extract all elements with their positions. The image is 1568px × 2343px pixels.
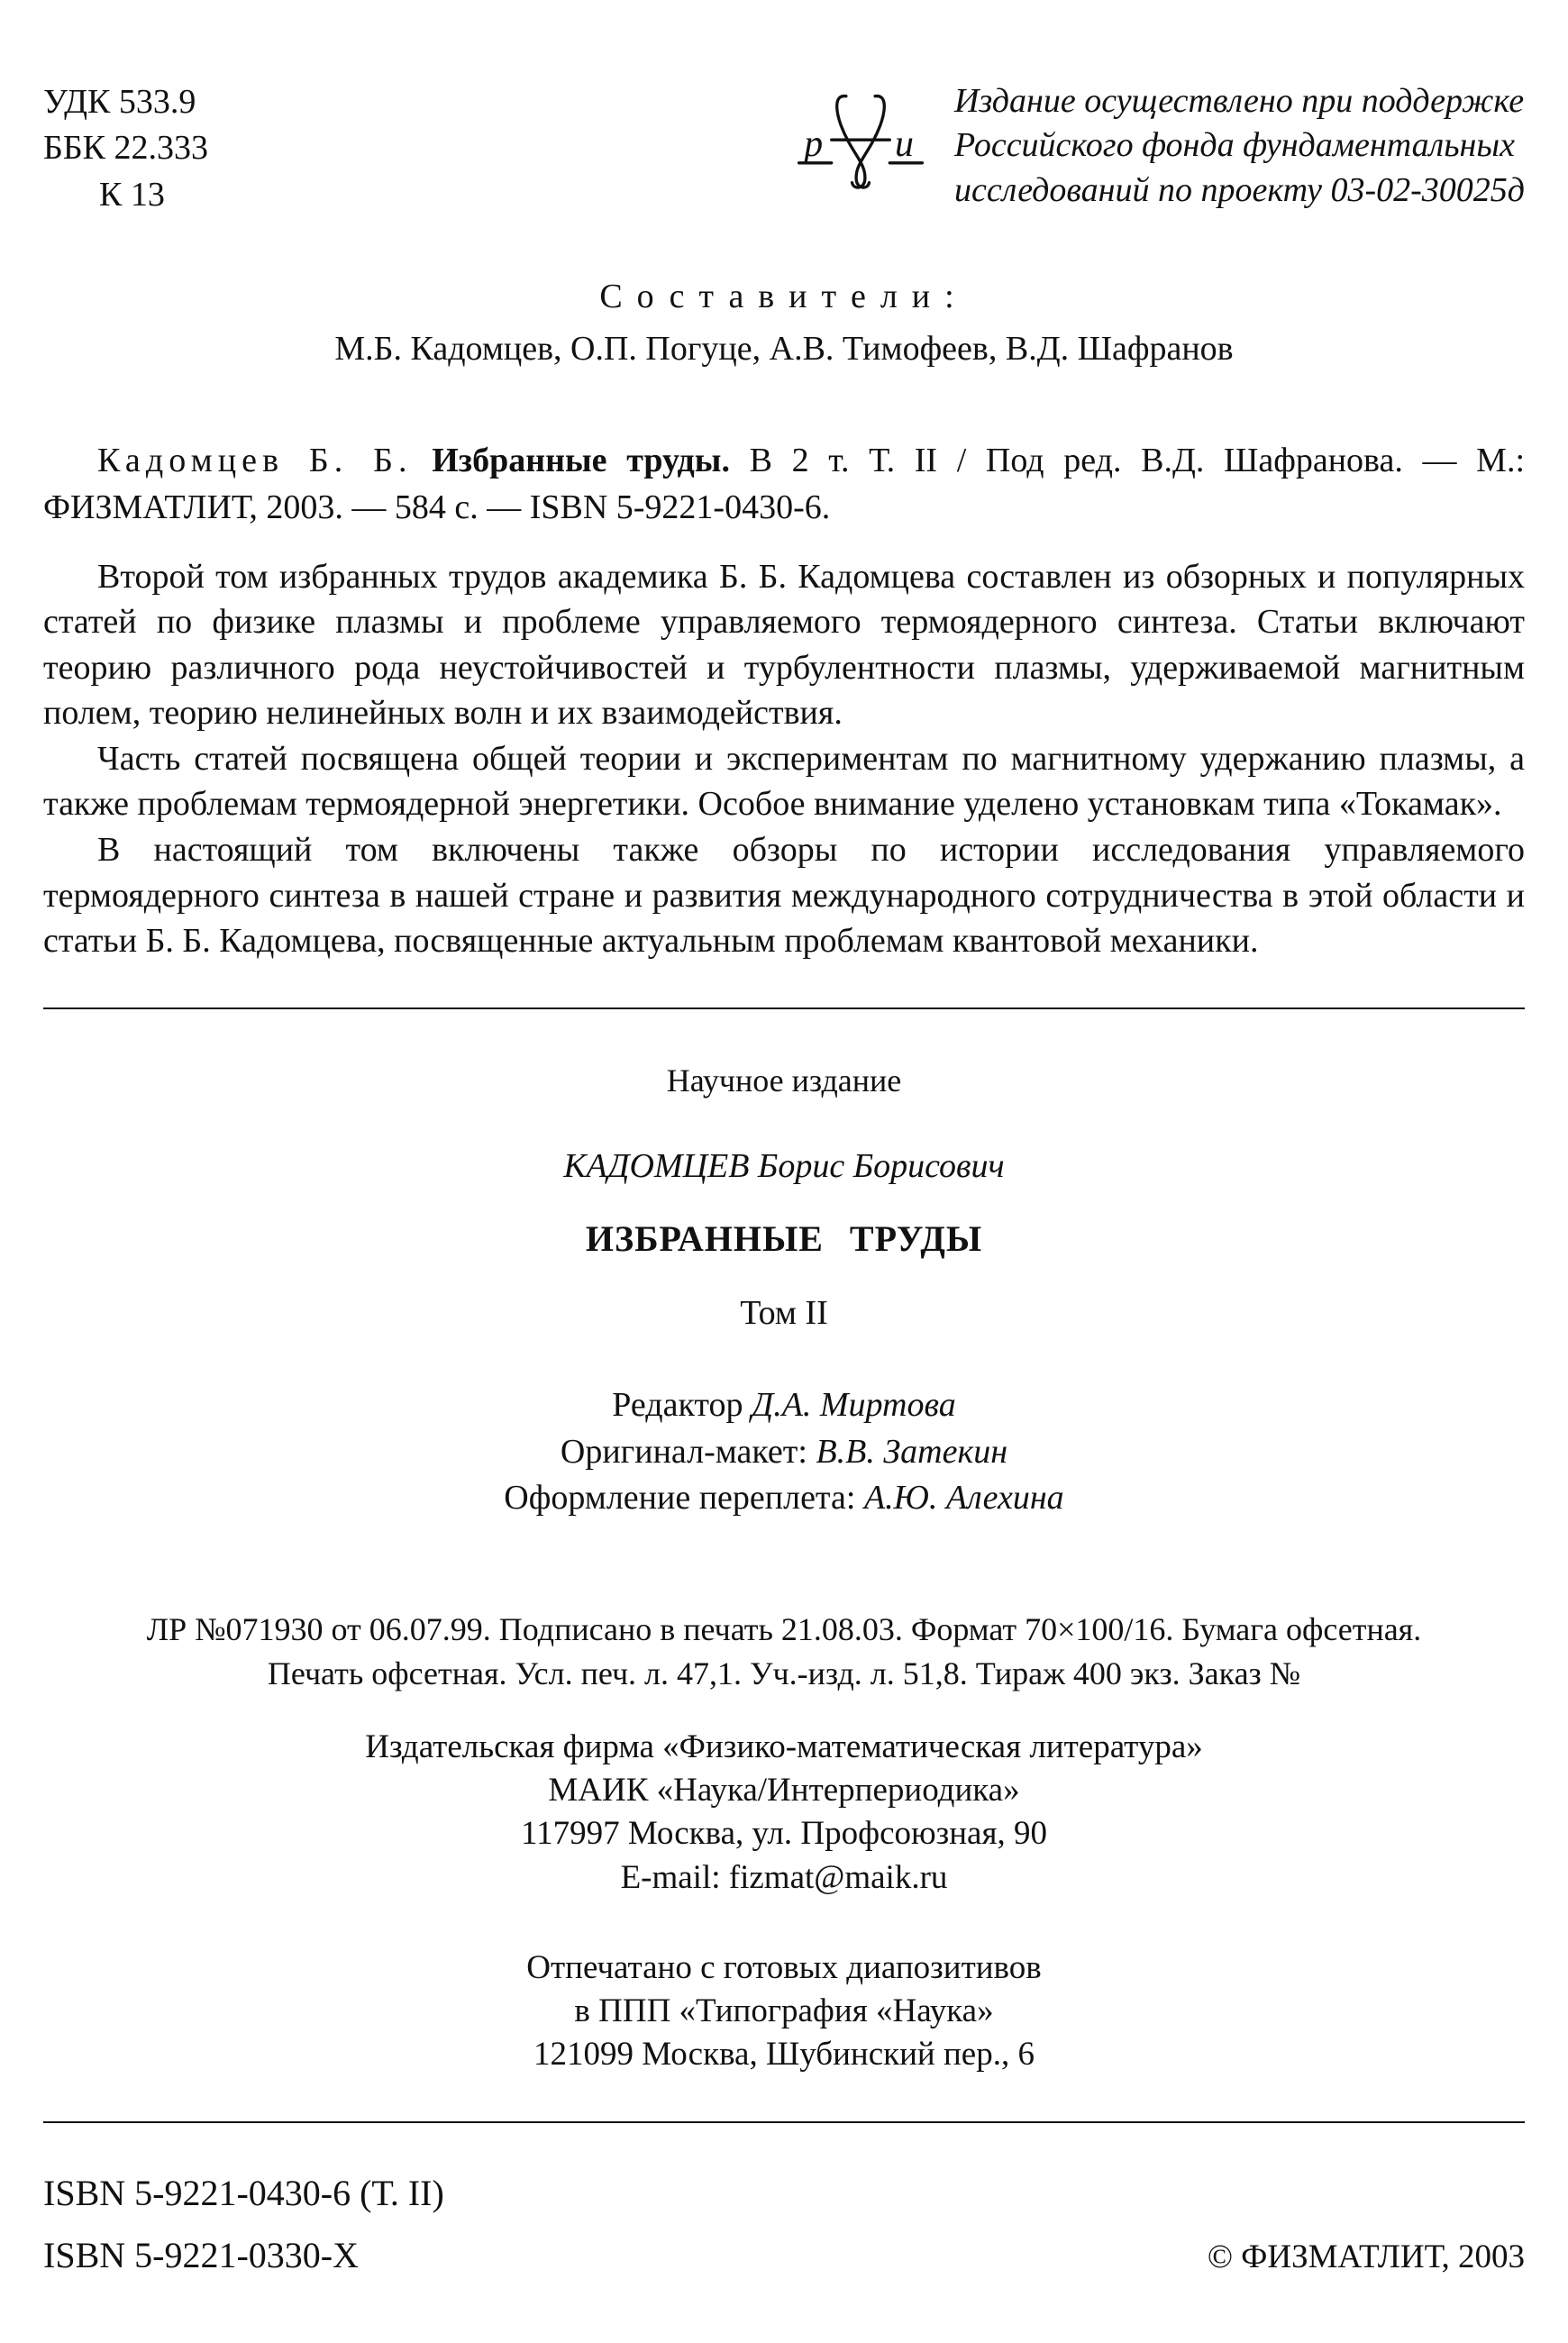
annotation-paragraph: В настоящий том включены также обзоры по истории исследования управляемого термоядерного синтеза в нашей стране и развития международного сотрудничества в этой области и статьи Б. Б. Кадомцева, посвященные актуальным проблемам квантовой механики. xyxy=(43,830,1525,961)
support-block xyxy=(792,79,1525,213)
license-line: ЛР №071930 от 06.07.99. Подписано в печать 21.08.03. Формат 70×100/16. Бумага офсетная. xyxy=(146,1611,1422,1648)
author-sign-code: К 13 xyxy=(99,175,165,214)
svg-text:и: и xyxy=(894,123,914,165)
divider-rule-bottom xyxy=(43,2121,1525,2123)
credit-role: Оригинал-макет: xyxy=(560,1432,807,1471)
edition-author: КАДОМЦЕВ Борис Борисович xyxy=(563,1147,1005,1186)
top-block xyxy=(43,79,1525,218)
rfbr-logo xyxy=(792,87,929,206)
credit-line xyxy=(43,1429,1525,1475)
edition-volume: Том II xyxy=(740,1294,828,1333)
publisher-line: Издательская фирма «Физико-математическая литература» xyxy=(365,1728,1203,1766)
publisher-email: E-mail: fizmat@maik.ru xyxy=(620,1858,948,1896)
credit-line xyxy=(43,1475,1525,1521)
udk-code: УДК 533.9 xyxy=(43,83,196,121)
printer-line: 121099 Москва, Шубинский пер., 6 xyxy=(533,2035,1035,2073)
annotation-section xyxy=(43,554,1525,964)
credit-line xyxy=(43,1382,1525,1428)
compilers-section xyxy=(43,274,1525,371)
biblio-details: В 2 т. Т. II / Под ред. В.Д. Шафранова. — М.: ФИЗМАТЛИТ, 2003. — 584 с. — ISBN 5-9221-0430-6. xyxy=(43,442,1526,526)
publisher-block xyxy=(43,1726,1525,1899)
license-block xyxy=(43,1608,1525,1695)
credit-name: А.Ю. Алехина xyxy=(863,1478,1064,1517)
svg-text:р: р xyxy=(804,123,824,165)
compilers-heading: Составители: xyxy=(599,277,969,315)
publisher-line: 117997 Москва, ул. Профсоюзная, 90 xyxy=(520,1815,1048,1853)
support-note-line: Российского фонда фундаментальных xyxy=(953,126,1515,165)
printer-line: в ППП «Типография «Наука» xyxy=(574,1992,994,2029)
edition-title: ИЗБРАННЫЕ ТРУДЫ xyxy=(585,1218,983,1260)
publisher-line: МАИК «Наука/Интерпериодика» xyxy=(548,1772,1020,1810)
credits-block xyxy=(43,1382,1525,1521)
isbn-series: ISBN 5-9221-0330-X xyxy=(43,2234,359,2275)
support-note-line: исследований по проекту 03-02-30025д xyxy=(953,170,1525,209)
copyright-notice: © ФИЗМАТЛИТ, 2003 xyxy=(1207,2238,1525,2275)
printer-block xyxy=(43,1946,1525,2076)
support-note-line: Издание осуществлено при поддержке xyxy=(953,82,1525,120)
classification-codes xyxy=(43,79,208,218)
isbn-volume: ISBN 5-9221-0430-6 (Т. II) xyxy=(43,2172,444,2213)
credit-role: Оформление переплета: xyxy=(504,1478,856,1517)
credit-name: Д.А. Миртова xyxy=(752,1386,956,1425)
isbn-series-line xyxy=(43,2232,1525,2280)
bibliographic-entry xyxy=(43,438,1525,531)
biblio-author: Кадомцев Б. Б. xyxy=(97,442,413,480)
printer-line: Отпечатано с готовых диапозитивов xyxy=(526,1948,1042,1986)
compilers-names: М.Б. Кадомцев, О.П. Погуце, А.В. Тимофеев, В.Д. Шафранов xyxy=(334,330,1234,369)
support-note xyxy=(954,79,1525,213)
edition-kind: Научное издание xyxy=(666,1062,902,1099)
credit-name: В.В. Затекин xyxy=(816,1432,1008,1471)
edition-section xyxy=(43,1009,1525,1522)
credit-role: Редактор xyxy=(612,1386,743,1425)
annotation-paragraph: Часть статей посвящена общей теории и экспериментам по магнитному удержанию плазмы, а также проблемам термоядерной энергетики. Особое внимание уделено установкам типа «Токамак». xyxy=(43,739,1525,824)
annotation-paragraph: Второй том избранных трудов академика Б. Б. Кадомцева составлен из обзорных и популярных статей по физике плазмы и проблеме управляемого термоядерного синтеза. Статьи включают теорию различного рода неустойчивостей и турбулентности плазмы, удерживаемой магнитным полем, теорию нелинейных волн и их взаимодействия. xyxy=(43,557,1525,733)
license-line: Печать офсетная. Усл. печ. л. 47,1. Уч.-изд. л. 51,8. Тираж 400 экз. Заказ № xyxy=(267,1655,1301,1691)
footer-block xyxy=(43,2076,1525,2280)
bbk-code: ББК 22.333 xyxy=(43,129,208,168)
biblio-title: Избранные труды. xyxy=(432,442,730,480)
